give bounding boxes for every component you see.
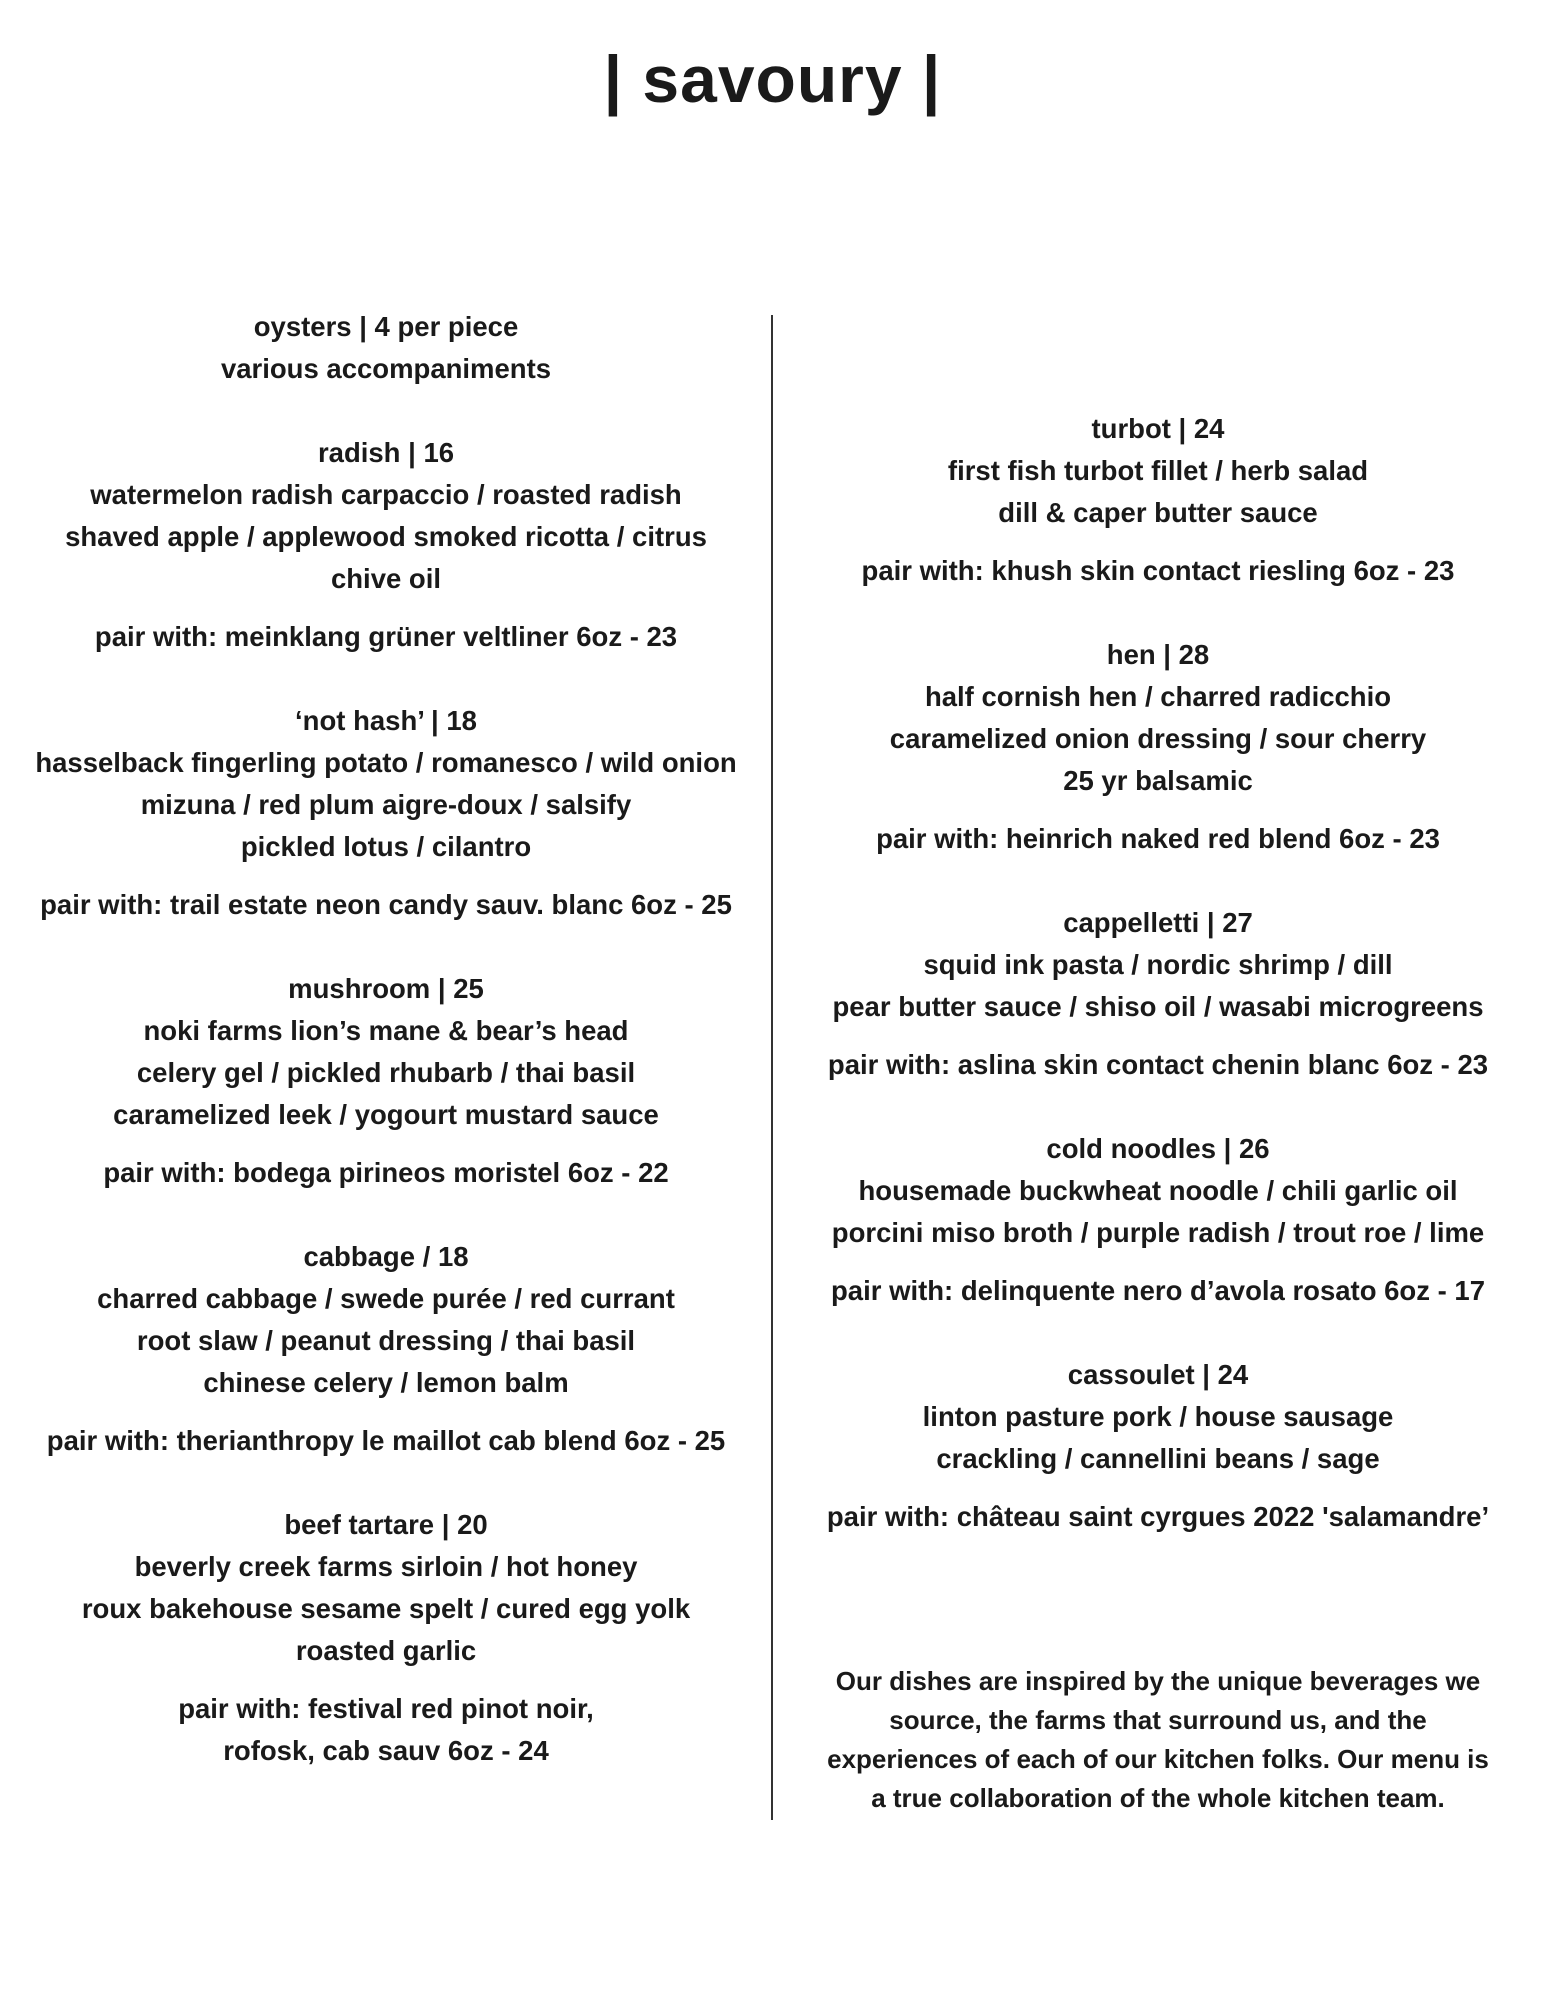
menu-item-title: mushroom | 25	[288, 973, 484, 1004]
wine-pairing	[10, 1420, 762, 1462]
spacer	[10, 1462, 762, 1504]
menu-item-description: chinese celery / lemon balm	[203, 1367, 569, 1398]
spacer	[782, 1086, 1534, 1128]
menu-item-description: caramelized leek / yogourt mustard sauce	[113, 1099, 659, 1130]
menu-item-description: various accompaniments	[220, 353, 552, 384]
menu-item	[782, 634, 1534, 860]
menu-item	[10, 432, 762, 658]
wine-pairing	[782, 1270, 1534, 1312]
menu-column-left	[10, 306, 762, 1772]
wine-pairing-line: pair with: khush skin contact riesling 6oz - 23	[861, 555, 1455, 586]
wine-pairing	[10, 884, 762, 926]
wine-pairing-line: pair with: bodega pirineos moristel 6oz - 22	[103, 1157, 669, 1188]
wine-pairing	[782, 1044, 1534, 1086]
menu-item-description: pear butter sauce / shiso oil / wasabi microgreens	[832, 991, 1484, 1022]
wine-pairing	[782, 550, 1534, 592]
spacer	[782, 592, 1534, 634]
menu-column-right	[782, 408, 1534, 1538]
menu-item-description: hasselback fingerling potato / romanesco / wild onion	[35, 747, 737, 778]
wine-pairing-line: pair with: château saint cyrgues 2022 'salamandre’	[826, 1501, 1490, 1532]
menu-item-description: squid ink pasta / nordic shrimp / dill	[923, 949, 1393, 980]
wine-pairing-line: rofosk, cab sauv 6oz - 24	[223, 1735, 549, 1766]
spacer	[10, 390, 762, 432]
menu-item	[10, 1504, 762, 1772]
menu-item-description: 25 yr balsamic	[1063, 765, 1253, 796]
wine-pairing	[782, 818, 1534, 860]
menu-item-description: beverly creek farms sirloin / hot honey	[134, 1551, 638, 1582]
wine-pairing-line: pair with: delinquente nero d’avola rosato 6oz - 17	[831, 1275, 1485, 1306]
menu-item-description: shaved apple / applewood smoked ricotta / citrus	[65, 521, 707, 552]
spacer	[782, 1312, 1534, 1354]
menu-item	[782, 408, 1534, 592]
menu-item-description: root slaw / peanut dressing / thai basil	[136, 1325, 636, 1356]
menu-item-description: celery gel / pickled rhubarb / thai basil	[136, 1057, 636, 1088]
menu-item-description: first fish turbot fillet / herb salad	[947, 455, 1369, 486]
menu-item-description: dill & caper butter sauce	[998, 497, 1318, 528]
menu-item-description: mizuna / red plum aigre-doux / salsify	[140, 789, 632, 820]
menu-item	[782, 902, 1534, 1086]
menu-item-title: radish | 16	[317, 437, 455, 468]
menu-item-title: cabbage / 18	[303, 1241, 469, 1272]
menu-item-title: turbot | 24	[1091, 413, 1225, 444]
wine-pairing	[10, 616, 762, 658]
menu-item-description: chive oil	[330, 563, 442, 594]
menu-item-description: porcini miso broth / purple radish / trout roe / lime	[831, 1217, 1485, 1248]
menu-item	[782, 1128, 1534, 1312]
menu-item-title: hen | 28	[1106, 639, 1210, 670]
menu-item	[10, 968, 762, 1194]
menu-item-title: cappelletti | 27	[1063, 907, 1253, 938]
wine-pairing-line: pair with: festival red pinot noir,	[178, 1693, 594, 1724]
spacer	[782, 860, 1534, 902]
menu-item-title: ‘not hash’ | 18	[295, 705, 477, 736]
menu-item-description: charred cabbage / swede purée / red currant	[97, 1283, 675, 1314]
menu-item-description: linton pasture pork / house sausage	[922, 1401, 1394, 1432]
wine-pairing	[782, 1496, 1534, 1538]
menu-item-description: pickled lotus / cilantro	[240, 831, 532, 862]
menu-item-title: cassoulet | 24	[1067, 1359, 1249, 1390]
menu-item-title: beef tartare | 20	[284, 1509, 488, 1540]
menu-item-description: roux bakehouse sesame spelt / cured egg yolk	[81, 1593, 691, 1624]
wine-pairing-line: pair with: therianthropy le maillot cab blend 6oz - 25	[46, 1425, 726, 1456]
menu-item	[10, 700, 762, 926]
menu-item-description: half cornish hen / charred radicchio	[924, 681, 1392, 712]
wine-pairing	[10, 1688, 762, 1772]
menu-item-description: watermelon radish carpaccio / roasted radish	[90, 479, 682, 510]
menu-item-description: housemade buckwheat noodle / chili garlic oil	[858, 1175, 1458, 1206]
spacer	[10, 926, 762, 968]
spacer	[10, 658, 762, 700]
column-divider	[771, 315, 773, 1820]
wine-pairing-line: pair with: aslina skin contact chenin blanc 6oz - 23	[827, 1049, 1489, 1080]
wine-pairing-line: pair with: meinklang grüner veltliner 6oz - 23	[94, 621, 678, 652]
menu-item-title: cold noodles | 26	[1046, 1133, 1270, 1164]
wine-pairing-line: pair with: trail estate neon candy sauv. blanc 6oz - 25	[40, 889, 732, 920]
menu-item	[782, 1354, 1534, 1538]
menu-item-description: crackling / cannellini beans / sage	[936, 1443, 1380, 1474]
wine-pairing-line: pair with: heinrich naked red blend 6oz - 23	[876, 823, 1440, 854]
menu-item	[10, 306, 762, 390]
menu-item-description: noki farms lion’s mane & bear’s head	[143, 1015, 629, 1046]
menu-item	[10, 1236, 762, 1462]
menu-item-description: caramelized onion dressing / sour cherry	[889, 723, 1427, 754]
menu-item-title: oysters | 4 per piece	[253, 311, 519, 342]
page-title: | savoury |	[603, 42, 942, 116]
spacer	[10, 1194, 762, 1236]
wine-pairing	[10, 1152, 762, 1194]
menu-item-description: roasted garlic	[295, 1635, 477, 1666]
kitchen-note: Our dishes are inspired by the unique beverages we source, the farms that surround us, and the experiences of each of our kitchen folks. Our menu is a true collaboration of the whole kitchen team.	[827, 1666, 1489, 1813]
